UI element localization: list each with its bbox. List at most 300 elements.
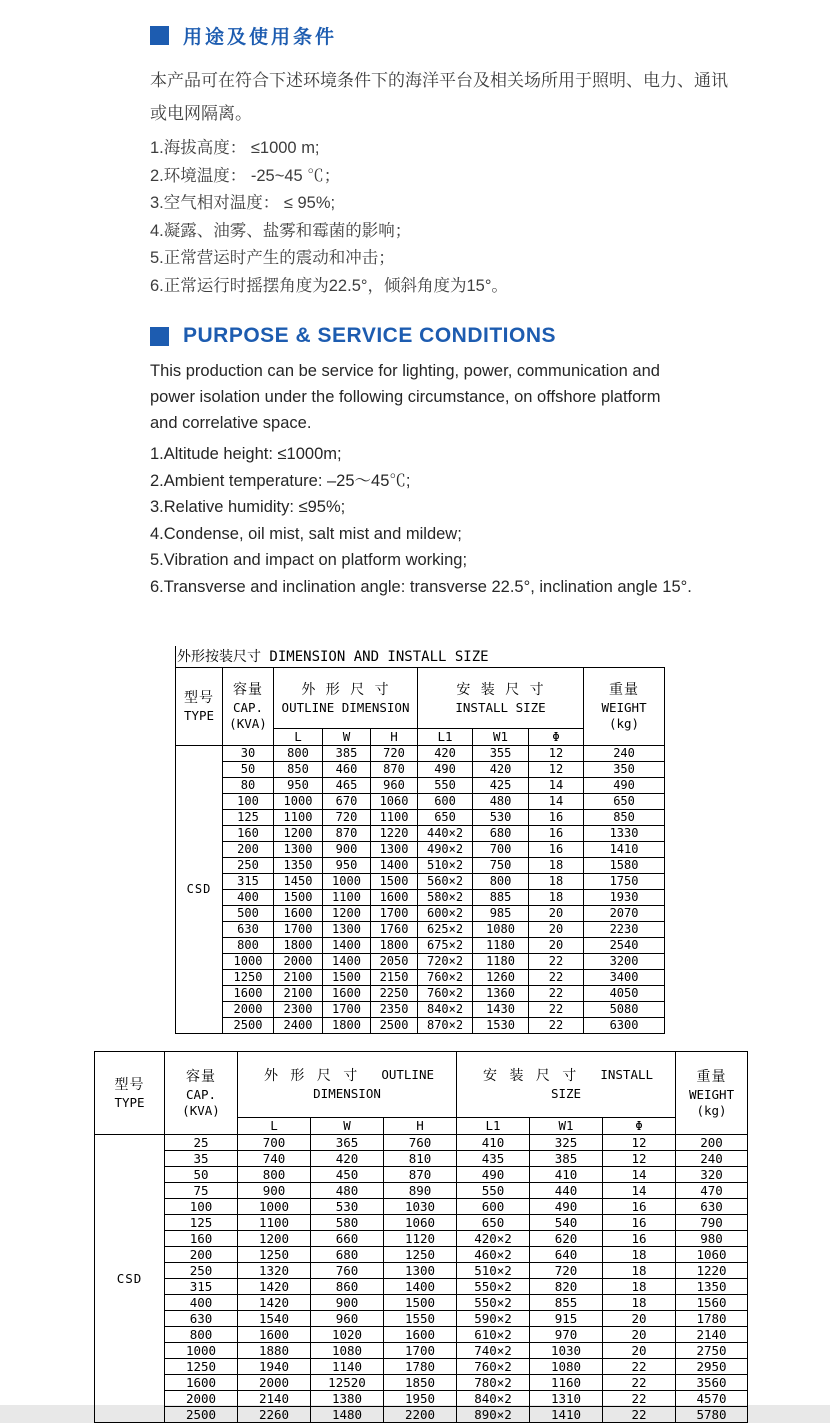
table-cell: 760: [384, 1135, 457, 1151]
table-cell: 810: [384, 1151, 457, 1167]
table-cell: 760×2: [418, 986, 473, 1002]
table-cell: 1940: [238, 1359, 311, 1375]
table-cell: 3400: [584, 970, 665, 986]
table-cell: 1800: [323, 1018, 371, 1034]
table-cell: 550×2: [457, 1279, 530, 1295]
table-cell: 1350: [274, 858, 323, 874]
en-list-item: 6.Transverse and inclination angle: transverse 22.5°, inclination angle 15°.: [150, 577, 692, 596]
col-header-type: 型号 TYPE: [95, 1052, 165, 1135]
table-cell: 650: [418, 810, 473, 826]
table-cell: 450: [311, 1167, 384, 1183]
table-cell: 1250: [165, 1359, 238, 1375]
table-row: [95, 1263, 748, 1279]
table-cell: 870: [384, 1167, 457, 1183]
table-cell: 1500: [323, 970, 371, 986]
table-cell: 18: [603, 1247, 676, 1263]
table-cell: 16: [603, 1215, 676, 1231]
table-cell: 580×2: [418, 890, 473, 906]
table-cell: 20: [529, 938, 584, 954]
table-row: [176, 986, 665, 1002]
table-cell: 14: [529, 778, 584, 794]
table-cell: 720: [323, 810, 371, 826]
table-cell: 1560: [676, 1295, 748, 1311]
table-cell: 550: [418, 778, 473, 794]
col-header-W: W: [323, 729, 371, 746]
table-cell: 600: [457, 1199, 530, 1215]
table-cell: 1930: [584, 890, 665, 906]
text-block: [0, 0, 830, 600]
table-row: [176, 746, 665, 762]
table-cell: 900: [311, 1295, 384, 1311]
table-cell: 2230: [584, 922, 665, 938]
cn-list-item: 6.正常运行时摇摆角度为22.5°，倾斜角度为15°。: [150, 276, 508, 295]
table-cell: 50: [223, 762, 274, 778]
table-cell: 1060: [384, 1215, 457, 1231]
table-row: [176, 922, 665, 938]
en-list-item: 5.Vibration and impact on platform working;: [150, 551, 468, 569]
table-cell: 1000: [238, 1199, 311, 1215]
table-row: [95, 1359, 748, 1375]
table-cell: 1500: [274, 890, 323, 906]
table-cell: 1220: [676, 1263, 748, 1279]
table-cell: 2000: [274, 954, 323, 970]
table-cell: 780×2: [457, 1375, 530, 1391]
table-cell: 1780: [676, 1311, 748, 1327]
table-cell: 200: [676, 1135, 748, 1151]
table-cell: 720×2: [418, 954, 473, 970]
table-cell: 855: [530, 1295, 603, 1311]
en-list-item: 2.Ambient temperature: –25～45℃;: [150, 471, 411, 490]
table-cell: 160: [165, 1231, 238, 1247]
table-cell: 1300: [323, 922, 371, 938]
table-cell: 18: [603, 1279, 676, 1295]
table-cell: 1180: [473, 938, 529, 954]
table-cell: 1500: [384, 1295, 457, 1311]
table-cell: 1060: [371, 794, 418, 810]
col-header-capacity: 容量 CAP. (KVA): [165, 1052, 238, 1135]
table-cell: 1100: [274, 810, 323, 826]
table-header-row: [176, 668, 665, 729]
table-cell: 620: [530, 1231, 603, 1247]
table-cell: 1600: [323, 986, 371, 1002]
table-cell: 1250: [238, 1247, 311, 1263]
table-cell: 1060: [676, 1247, 748, 1263]
table-cell: 630: [223, 922, 274, 938]
table-cell: 1120: [384, 1231, 457, 1247]
table-cell: 700: [238, 1135, 311, 1151]
table-cell: 2500: [223, 1018, 274, 1034]
table-cell: 18: [603, 1295, 676, 1311]
table-row: [95, 1311, 748, 1327]
table-cell: 590×2: [457, 1311, 530, 1327]
table-cell: 12520: [311, 1375, 384, 1391]
table-cell: 1000: [165, 1343, 238, 1359]
table-row: [95, 1295, 748, 1311]
table-cell: 460: [323, 762, 371, 778]
table-cell: 420×2: [457, 1231, 530, 1247]
table-cell: 840×2: [418, 1002, 473, 1018]
table-row: [95, 1327, 748, 1343]
cn-list-item: 4.凝露、油雾、盐雾和霉菌的影响；: [150, 221, 412, 240]
table-cell: 2250: [371, 986, 418, 1002]
table-cell: 540: [530, 1215, 603, 1231]
table-cell: 600: [418, 794, 473, 810]
table-row: [95, 1375, 748, 1391]
cn-list-item: 1.海拔高度： ≤1000 m;: [150, 139, 320, 157]
table-cell: 410: [530, 1167, 603, 1183]
table-cell: 22: [529, 954, 584, 970]
table-row: [95, 1135, 748, 1151]
table-cell: 1700: [384, 1343, 457, 1359]
table-cell: 1600: [384, 1327, 457, 1343]
table-cell: 800: [165, 1327, 238, 1343]
table-row: [95, 1247, 748, 1263]
type-cell: CSD: [176, 746, 223, 1034]
table-cell: 760: [311, 1263, 384, 1279]
table-cell: 650: [584, 794, 665, 810]
table-cell: 250: [223, 858, 274, 874]
table-cell: 890×2: [457, 1407, 530, 1423]
table-cell: 5780: [676, 1407, 748, 1423]
table-cell: 2950: [676, 1359, 748, 1375]
table-cell: 800: [274, 746, 323, 762]
table-row: [176, 970, 665, 986]
table-cell: 1760: [371, 922, 418, 938]
table-cell: 1600: [223, 986, 274, 1002]
table-cell: 22: [603, 1407, 676, 1423]
table-cell: 14: [603, 1183, 676, 1199]
table-cell: 1500: [371, 874, 418, 890]
table-cell: 1880: [238, 1343, 311, 1359]
table-cell: 425: [473, 778, 529, 794]
table-cell: 1300: [384, 1263, 457, 1279]
table-cell: 325: [530, 1135, 603, 1151]
table-cell: 2050: [371, 954, 418, 970]
table-cell: 22: [529, 970, 584, 986]
table-cell: 1300: [371, 842, 418, 858]
table-cell: 160: [223, 826, 274, 842]
table-row: [176, 1002, 665, 1018]
table-cell: 490: [457, 1167, 530, 1183]
table-cell: 385: [530, 1151, 603, 1167]
en-list-item: 4.Condense, oil mist, salt mist and mildew;: [150, 524, 462, 543]
table-cell: 1400: [323, 954, 371, 970]
table-cell: 20: [603, 1327, 676, 1343]
table-cell: 240: [584, 746, 665, 762]
table-row: [95, 1231, 748, 1247]
table-cell: 2140: [676, 1327, 748, 1343]
table-cell: 22: [603, 1391, 676, 1407]
table-cell: 125: [165, 1215, 238, 1231]
cn-condition-list: [150, 135, 810, 300]
table-cell: 1480: [311, 1407, 384, 1423]
table-cell: 850: [584, 810, 665, 826]
table-cell: 6300: [584, 1018, 665, 1034]
table-cell: 16: [529, 842, 584, 858]
table-cell: 1260: [473, 970, 529, 986]
table-cell: 850: [274, 762, 323, 778]
table-row: [95, 1407, 748, 1423]
table-cell: 800: [223, 938, 274, 954]
table-cell: 1200: [238, 1231, 311, 1247]
col-header-H: H: [371, 729, 418, 746]
table-cell: 22: [529, 1002, 584, 1018]
table-cell: 640: [530, 1247, 603, 1263]
en-list-item: 3.Relative humidity: ≤95%;: [150, 498, 346, 516]
table-cell: 440: [530, 1183, 603, 1199]
table-cell: 700: [473, 842, 529, 858]
table-cell: 1550: [384, 1311, 457, 1327]
table-cell: 840×2: [457, 1391, 530, 1407]
table-cell: 1310: [530, 1391, 603, 1407]
col-header-outline: 外 形 尺 寸 OUTLINE DIMENSION: [274, 668, 418, 729]
table-cell: 14: [529, 794, 584, 810]
table-cell: 885: [473, 890, 529, 906]
table-cell: 630: [165, 1311, 238, 1327]
table-cell: 2500: [371, 1018, 418, 1034]
table-cell: 16: [603, 1199, 676, 1215]
table-cell: 125: [223, 810, 274, 826]
table-cell: 440×2: [418, 826, 473, 842]
table-cell: 435: [457, 1151, 530, 1167]
table-cell: 18: [529, 874, 584, 890]
table-cell: 740: [238, 1151, 311, 1167]
table-cell: 2300: [274, 1002, 323, 1018]
table-row: [95, 1167, 748, 1183]
col-header-L1: L1: [418, 729, 473, 746]
table-cell: 1400: [384, 1279, 457, 1295]
table-cell: 420: [311, 1151, 384, 1167]
table-cell: 1220: [371, 826, 418, 842]
table-cell: 1420: [238, 1295, 311, 1311]
table-cell: 200: [165, 1247, 238, 1263]
table-cell: 30: [223, 746, 274, 762]
table-cell: 16: [529, 826, 584, 842]
table-cell: 490: [418, 762, 473, 778]
table-cell: 1330: [584, 826, 665, 842]
table-cell: 600×2: [418, 906, 473, 922]
table-row: [176, 906, 665, 922]
table-cell: 1750: [584, 874, 665, 890]
col-header-type: 型号 TYPE: [176, 668, 223, 746]
table-cell: 25: [165, 1135, 238, 1151]
table-row: [176, 1018, 665, 1034]
table-cell: 680: [311, 1247, 384, 1263]
table-cell: 870: [323, 826, 371, 842]
section-marker-icon: [150, 327, 169, 346]
table-cell: 1600: [371, 890, 418, 906]
table-cell: 915: [530, 1311, 603, 1327]
table-cell: 2070: [584, 906, 665, 922]
table-cell: 490×2: [418, 842, 473, 858]
table-cell: 14: [603, 1167, 676, 1183]
table-cell: 1360: [473, 986, 529, 1002]
table-cell: 490: [584, 778, 665, 794]
table-cell: 490: [530, 1199, 603, 1215]
table-row: [176, 842, 665, 858]
table-cell: 480: [311, 1183, 384, 1199]
table-row: [176, 858, 665, 874]
table-cell: 860: [311, 1279, 384, 1295]
table-cell: 460×2: [457, 1247, 530, 1263]
table-cell: 1410: [584, 842, 665, 858]
table-cell: 2150: [371, 970, 418, 986]
table-cell: 625×2: [418, 922, 473, 938]
table-cell: 1600: [165, 1375, 238, 1391]
table-row: [176, 826, 665, 842]
table-cell: 12: [529, 762, 584, 778]
table-cell: 530: [311, 1199, 384, 1215]
col-header-W1: W1: [530, 1118, 603, 1135]
table-cell: 670: [323, 794, 371, 810]
table-cell: 1030: [530, 1343, 603, 1359]
table-cell: 2000: [223, 1002, 274, 1018]
table-cell: 1300: [274, 842, 323, 858]
table-row: [176, 954, 665, 970]
table-cell: 20: [603, 1311, 676, 1327]
table-cell: 420: [418, 746, 473, 762]
table-cell: 820: [530, 1279, 603, 1295]
table-row: [95, 1151, 748, 1167]
table-cell: 650: [457, 1215, 530, 1231]
table-cell: 350: [584, 762, 665, 778]
table-cell: 18: [603, 1263, 676, 1279]
table-cell: 675×2: [418, 938, 473, 954]
table-cell: 1080: [311, 1343, 384, 1359]
table-cell: 1430: [473, 1002, 529, 1018]
table-cell: 510×2: [418, 858, 473, 874]
table-row: [95, 1343, 748, 1359]
table-cell: 750: [473, 858, 529, 874]
table-cell: 2000: [238, 1375, 311, 1391]
cn-list-item: 5.正常营运时产生的震动和冲击；: [150, 249, 395, 267]
table-row: [176, 810, 665, 826]
col-header-weight: 重量 WEIGHT (kg): [676, 1052, 748, 1135]
table-cell: 800: [473, 874, 529, 890]
table-cell: 950: [323, 858, 371, 874]
en-section-heading: [150, 324, 830, 348]
table-cell: 1780: [384, 1359, 457, 1375]
table-cell: 16: [603, 1231, 676, 1247]
table-cell: 900: [238, 1183, 311, 1199]
col-header-capacity: 容量 CAP. (KVA): [223, 668, 274, 746]
table-cell: 1080: [530, 1359, 603, 1375]
table-cell: 465: [323, 778, 371, 794]
en-condition-list: [150, 441, 830, 600]
table-cell: 4570: [676, 1391, 748, 1407]
table-cell: 1100: [323, 890, 371, 906]
table-cell: 50: [165, 1167, 238, 1183]
table-cell: 970: [530, 1327, 603, 1343]
table-cell: 560×2: [418, 874, 473, 890]
cn-list-item: 3.空气相对温度： ≤ 95%;: [150, 194, 336, 212]
table-cell: 800: [238, 1167, 311, 1183]
table-cell: 2000: [165, 1391, 238, 1407]
col-header-L: L: [238, 1118, 311, 1135]
table-row: [95, 1391, 748, 1407]
table-cell: 480: [473, 794, 529, 810]
table-cell: 420: [473, 762, 529, 778]
table-cell: 960: [311, 1311, 384, 1327]
table-cell: 1400: [323, 938, 371, 954]
table-cell: 580: [311, 1215, 384, 1231]
table-cell: 2400: [274, 1018, 323, 1034]
table-cell: 22: [603, 1359, 676, 1375]
table-cell: 790: [676, 1215, 748, 1231]
table-cell: 660: [311, 1231, 384, 1247]
table-cell: 315: [165, 1279, 238, 1295]
section-marker-icon: [150, 26, 169, 45]
table-cell: 960: [371, 778, 418, 794]
table-cell: 1700: [274, 922, 323, 938]
table-cell: 2140: [238, 1391, 311, 1407]
table-cell: 1600: [274, 906, 323, 922]
table-row: [176, 874, 665, 890]
table-cell: 2260: [238, 1407, 311, 1423]
col-header-W1: W1: [473, 729, 529, 746]
table-cell: 980: [676, 1231, 748, 1247]
table-row: [176, 762, 665, 778]
table-cell: 355: [473, 746, 529, 762]
table-cell: 250: [165, 1263, 238, 1279]
table-cell: 3200: [584, 954, 665, 970]
col-header-W: W: [311, 1118, 384, 1135]
table-row: [176, 890, 665, 906]
table-cell: 12: [603, 1135, 676, 1151]
table-cell: 760×2: [457, 1359, 530, 1375]
table-cell: 35: [165, 1151, 238, 1167]
table-cell: 410: [457, 1135, 530, 1151]
table-cell: 610×2: [457, 1327, 530, 1343]
cn-list-item: 2.环境温度： -25~45 ℃；: [150, 166, 341, 185]
table-cell: 870: [371, 762, 418, 778]
table-cell: 2100: [274, 970, 323, 986]
table-cell: 720: [371, 746, 418, 762]
dimension-table-1: [175, 667, 665, 1034]
table-cell: 720: [530, 1263, 603, 1279]
cn-section-heading: [150, 22, 830, 49]
table-cell: 1700: [371, 906, 418, 922]
type-cell: CSD: [95, 1135, 165, 1423]
table-cell: 400: [165, 1295, 238, 1311]
table-cell: 2750: [676, 1343, 748, 1359]
table-cell: 22: [529, 986, 584, 1002]
table-cell: 80: [223, 778, 274, 794]
table-cell: 1020: [311, 1327, 384, 1343]
dimension-table-2-wrap: [94, 1051, 830, 1423]
col-header-phi: Φ: [603, 1118, 676, 1135]
table-cell: 985: [473, 906, 529, 922]
table-cell: 1100: [371, 810, 418, 826]
table-cell: 1580: [584, 858, 665, 874]
dimension-table-title: 外形按装尺寸 DIMENSION AND INSTALL SIZE: [175, 646, 664, 667]
table-header-row: [95, 1052, 748, 1118]
table-cell: 550: [457, 1183, 530, 1199]
table-row: [176, 794, 665, 810]
col-header-L1: L1: [457, 1118, 530, 1135]
dimension-table-1-wrap: [175, 646, 664, 1034]
table-cell: 1320: [238, 1263, 311, 1279]
table-cell: 2100: [274, 986, 323, 1002]
table-cell: 400: [223, 890, 274, 906]
table-cell: 510×2: [457, 1263, 530, 1279]
table-cell: 18: [529, 890, 584, 906]
col-header-outline: 外 形 尺 寸 OUTLINE DIMENSION: [238, 1052, 457, 1118]
table-cell: 18: [529, 858, 584, 874]
table-cell: 1600: [238, 1327, 311, 1343]
table-row: [95, 1215, 748, 1231]
table-cell: 1410: [530, 1407, 603, 1423]
